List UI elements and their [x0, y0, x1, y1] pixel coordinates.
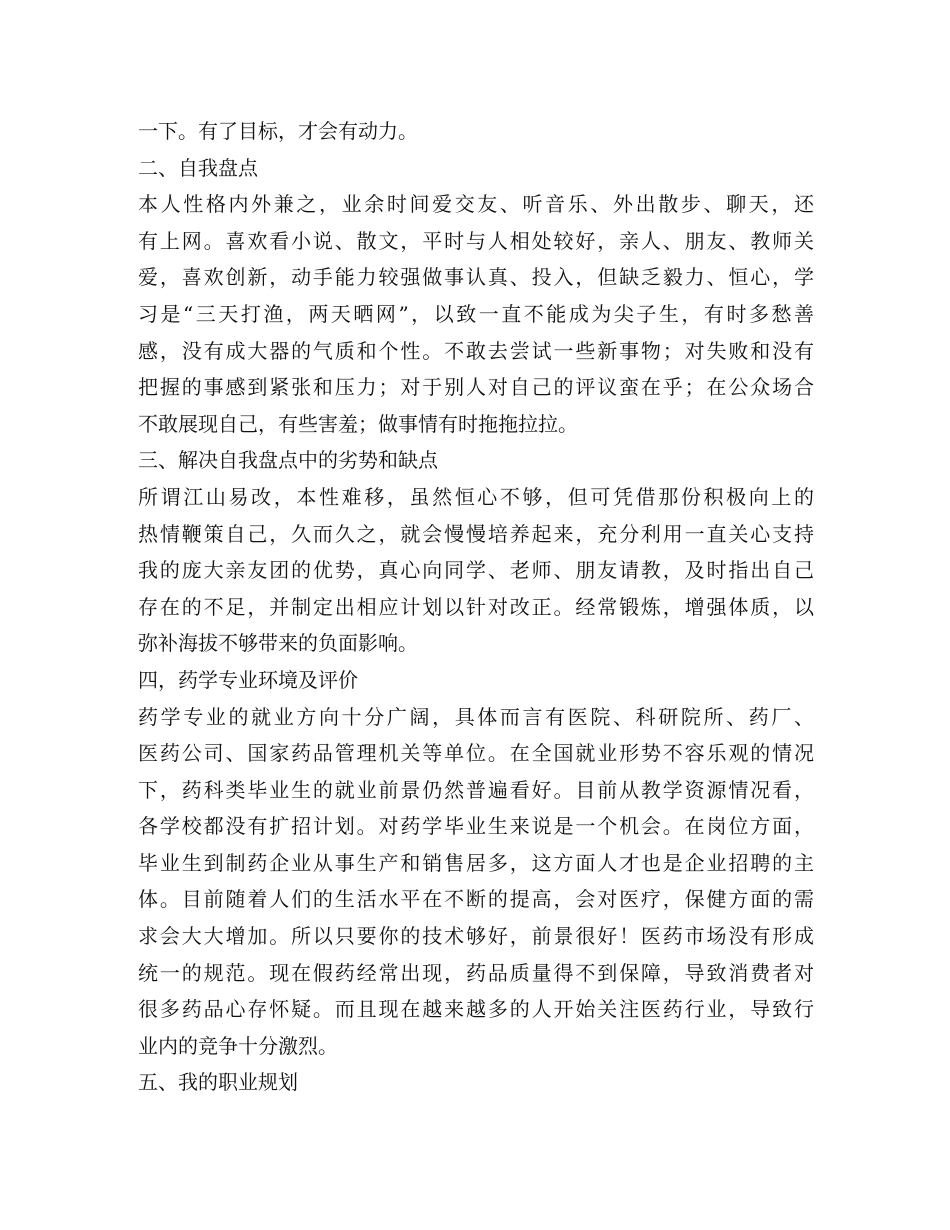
- text-line: 把握的事感到紧张和压力；对于别人对自己的评议蛮在乎；在公众场合: [138, 375, 814, 400]
- text-line: 有上网。喜欢看小说、散文，平时与人相处较好，亲人、朋友、教师关: [138, 228, 814, 253]
- text-line: 药学专业的就业方向十分广阔，具体而言有医院、科研院所、药厂、: [138, 704, 814, 729]
- section-heading-4: 四，药学专业环境及评价: [138, 667, 358, 692]
- document-body: [138, 113, 814, 1101]
- section-heading-3: 三、解决自我盘点中的劣势和缺点: [138, 448, 438, 473]
- text-line: 感，没有成大器的气质和个性。不敢去尝试一些新事物；对失败和没有: [138, 338, 814, 363]
- text-line: 下，药科类毕业生的就业前景仍然普遍看好。目前从教学资源情况看，: [138, 777, 814, 802]
- text-line: 毕业生到制药企业从事生产和销售居多，这方面人才也是企业招聘的主: [138, 850, 814, 875]
- text-line: 不敢展现自己，有些害羞；做事情有时拖拖拉拉。: [138, 411, 578, 436]
- text-line: 爱，喜欢创新，动手能力较强做事认真、投入，但缺乏毅力、恒心，学: [138, 265, 814, 290]
- text-line: 存在的不足，并制定出相应计划以针对改正。经常锻炼，增强体质，以: [138, 594, 814, 619]
- text-line: 业内的竞争十分激烈。: [138, 1033, 338, 1058]
- text-line: 我的庞大亲友团的优势，真心向同学、老师、朋友请教，及时指出自己: [138, 558, 814, 583]
- text-line: 统一的规范。现在假药经常出现，药品质量得不到保障，导致消费者对: [138, 960, 814, 985]
- text-line: 本人性格内外兼之，业余时间爱交友、听音乐、外出散步、聊天，还: [138, 192, 814, 217]
- section-heading-2: 二、自我盘点: [138, 155, 258, 180]
- text-line: 各学校都没有扩招计划。对药学毕业生来说是一个机会。在岗位方面，: [138, 814, 814, 839]
- text-line: 习是“三天打渔，两天晒网”，以致一直不能成为尖子生，有时多愁善: [138, 301, 814, 326]
- text-line: 医药公司、国家药品管理机关等单位。在全国就业形势不容乐观的情况: [138, 741, 814, 766]
- text-line: 一下。有了目标，才会有动力。: [138, 119, 418, 143]
- text-line: 很多药品心存怀疑。而且现在越来越多的人开始关注医药行业，导致行: [138, 997, 814, 1022]
- section-heading-5: 五、我的职业规划: [138, 1070, 298, 1095]
- text-line: 热情鞭策自己，久而久之，就会慢慢培养起来，充分利用一直关心支持: [138, 521, 814, 546]
- text-line: 求会大大增加。所以只要你的技术够好，前景很好！医药市场没有形成: [138, 924, 814, 949]
- text-line: 弥补海拔不够带来的负面影响。: [138, 631, 418, 656]
- text-line: 所谓江山易改，本性难移，虽然恒心不够，但可凭借那份积极向上的: [138, 484, 814, 509]
- text-line: 体。目前随着人们的生活水平在不断的提高，会对医疗，保健方面的需: [138, 887, 814, 912]
